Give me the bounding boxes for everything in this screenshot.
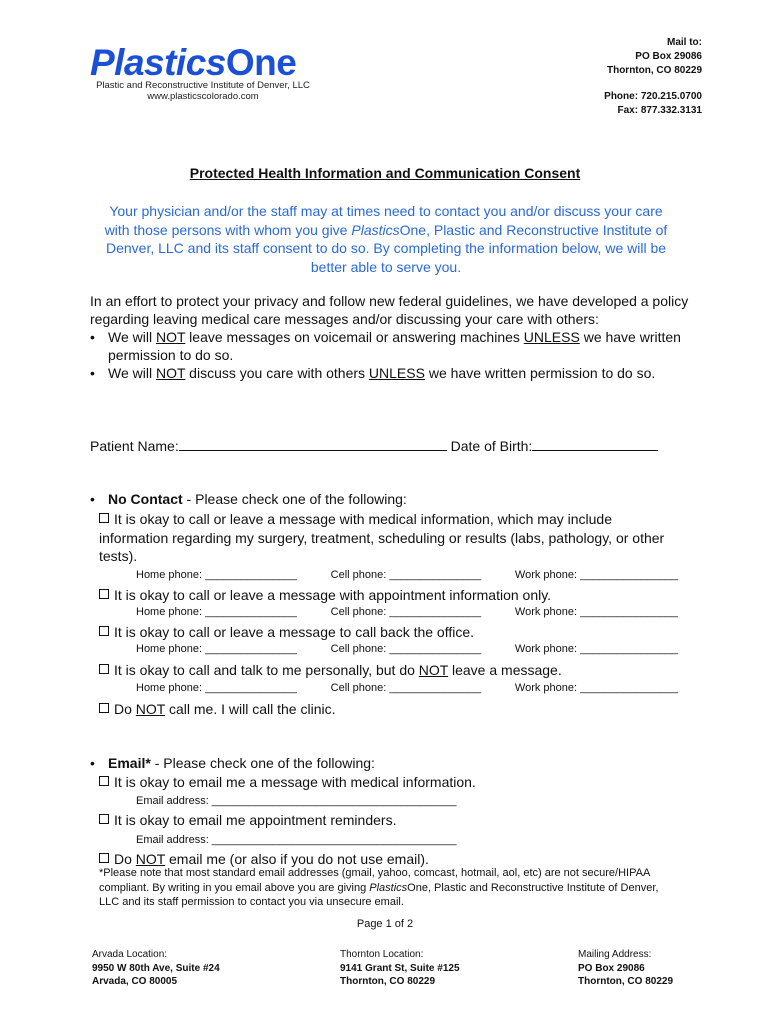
footer-thornton: Thornton Location: 9141 Grant St, Suite #125 Thornton, CO 80229	[340, 949, 460, 987]
email-option-reminders[interactable]: It is okay to email me appointment reminders.	[99, 811, 679, 830]
company-subtitle: Plastic and Reconstructive Institute of Denver, LLC	[96, 80, 310, 91]
checkbox[interactable]	[99, 664, 109, 674]
email-option-medical[interactable]: It is okay to email me a message with medical information.	[99, 773, 679, 792]
email-address-field[interactable]: Email address: ________________________________________	[136, 834, 457, 846]
patient-info-row	[90, 436, 690, 455]
fax: Fax: 877.332.3131	[617, 105, 702, 116]
intro-text: Your physician and/or the staff may at times need to contact you and/or discuss your care with those persons with whom you give PlasticsOne, Plastic and Reconstructive Institute of Denver, LLC and its staff consent to do so. By completing the information below, we will be better able to serve you.	[104, 203, 668, 275]
checkbox[interactable]	[99, 513, 109, 523]
no-contact-option-none[interactable]: Do NOT call me. I will call the clinic.	[99, 700, 679, 719]
email-disclaimer: *Please note that most standard email addresses (gmail, yahoo, comcast, hotmail, aol, etc) are not secure/HIPAA compliant. By writing in you email above you are giving PlasticsOne, Plastic and Reconstructive Institute of Denver, LLC and its staff permission to contact you via unsecure email.	[99, 867, 659, 908]
dob-field[interactable]	[532, 436, 658, 451]
dob-label: Date of Birth:	[450, 438, 533, 454]
footer-mailing: Mailing Address: PO Box 29086 Thornton, CO 80229	[578, 949, 674, 987]
phone-row[interactable]: Home phone: _______________ Cell phone: _______________ Work phone: ________________	[136, 643, 678, 655]
email-option-none[interactable]: Do NOT email me (or also if you do not use email).	[99, 850, 679, 869]
no-contact-option-medical[interactable]: It is okay to call or leave a message with medical information, which may include information regarding my surgery, treatment, scheduling or results (labs, pathology, or other tests).	[99, 511, 665, 564]
email-address-field[interactable]: Email address: ________________________________________	[136, 795, 457, 807]
mail-to-block	[604, 36, 702, 118]
mail-line2: Thornton, CO 80229	[606, 65, 702, 76]
no-contact-heading: • No Contact - Please check one of the following:	[90, 490, 690, 508]
checkbox[interactable]	[99, 626, 109, 636]
no-contact-option-appointment[interactable]: It is okay to call or leave a message with appointment information only.	[99, 586, 679, 605]
patient-name-label: Patient Name:	[90, 438, 179, 454]
logo	[90, 42, 296, 84]
patient-name-field[interactable]	[179, 436, 447, 451]
policy-bullet-discuss: • We will NOT discuss you care with others UNLESS we have written permission to do so.	[90, 364, 690, 382]
email-heading: • Email* - Please check one of the following:	[90, 754, 690, 772]
policy-paragraph: In an effort to protect your privacy and follow new federal guidelines, we have developed a policy regarding leaving medical care messages and/or discussing your care with others:	[90, 293, 689, 327]
website[interactable]: www.plasticscolorado.com	[147, 91, 259, 102]
checkbox[interactable]	[99, 589, 109, 599]
phone-row[interactable]: Home phone: _______________ Cell phone: _______________ Work phone: ________________	[136, 606, 678, 618]
checkbox[interactable]	[99, 814, 109, 824]
mail-label: Mail to:	[667, 37, 702, 48]
policy-section	[90, 292, 690, 382]
logo-one: One	[225, 42, 297, 83]
footer-arvada: Arvada Location: 9950 W 80th Ave, Suite #24 Arvada, CO 80005	[92, 949, 220, 987]
policy-bullet-voicemail: • We will NOT leave messages on voicemail or answering machines UNLESS we have written permission to do so.	[90, 328, 690, 364]
phone-row[interactable]: Home phone: _______________ Cell phone: _______________ Work phone: ________________	[136, 569, 678, 581]
phone-row[interactable]: Home phone: _______________ Cell phone: _______________ Work phone: ________________	[136, 682, 678, 694]
checkbox[interactable]	[99, 776, 109, 786]
phone: Phone: 720.215.0700	[604, 91, 702, 102]
no-contact-option-callback[interactable]: It is okay to call or leave a message to call back the office.	[99, 623, 679, 642]
checkbox[interactable]	[99, 703, 109, 713]
page-number: Page 1 of 2	[356, 918, 414, 930]
page-title: Protected Health Information and Communication Consent	[189, 165, 581, 181]
logo-main: Plastics	[90, 42, 226, 83]
mail-line1: PO Box 29086	[635, 51, 702, 62]
no-contact-option-personal[interactable]: It is okay to call and talk to me personally, but do NOT leave a message.	[99, 661, 679, 680]
checkbox[interactable]	[99, 853, 109, 863]
